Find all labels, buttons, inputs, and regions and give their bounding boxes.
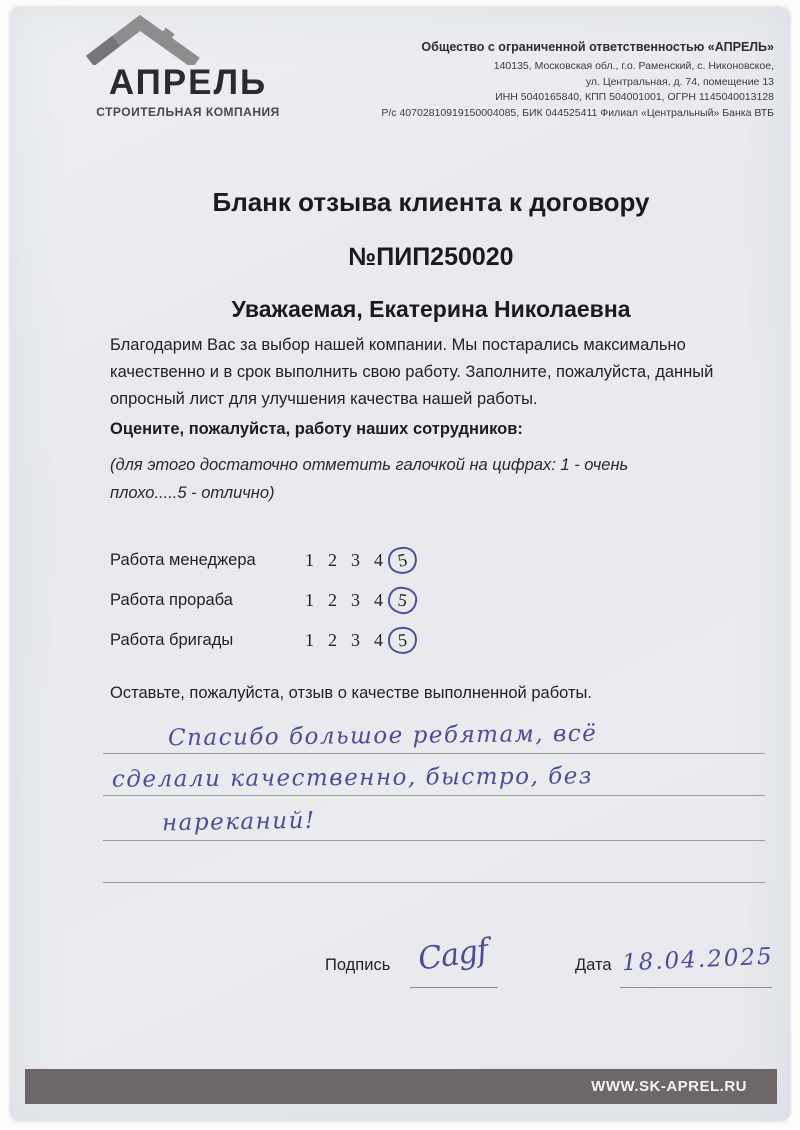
rating-number-3: 3: [351, 589, 360, 610]
ruled-line-4: [103, 882, 765, 883]
company-address-line1: 140135, Московская обл., г.о. Раменский, с. Никоновское,: [493, 60, 774, 72]
paper-sheet: [10, 7, 790, 1121]
company-tax-ids: ИНН 5040165840, КПП 504001001, ОГРН 1145040013128: [495, 91, 774, 103]
company-address-line2: ул. Центральная, д. 74, помещение 13: [585, 75, 774, 88]
rating-row-crew: [110, 620, 417, 660]
signature-label: Подпись: [325, 956, 391, 974]
rating-number-3: 3: [351, 629, 360, 650]
rating-number-2: 2: [328, 589, 337, 610]
date-label: Дата: [575, 956, 612, 974]
footer-bar: [25, 1069, 777, 1104]
handwritten-review-line-2: сделали качественно, быстро, без: [111, 763, 593, 793]
date-line: [620, 987, 772, 988]
ratings-section: [110, 540, 417, 660]
roof-logo-icon: [82, 15, 202, 65]
handwritten-review-line-1: Спасибо большое ребятам, всё: [167, 720, 598, 752]
company-bank-details: Р/с 40702810919150004085, БИК 044525411 Филиал «Центральный» Банка ВТБ: [381, 106, 774, 119]
rate-prompt: Оцените, пожалуйста, работу наших сотрудников:: [110, 420, 523, 438]
rating-label: Работа бригады: [110, 630, 234, 649]
ink-circle-mark: [387, 625, 419, 655]
company-logo-name: АПРЕЛЬ: [108, 63, 268, 102]
rating-number-1: 1: [305, 629, 314, 650]
form-title: Бланк отзыва клиента к договору: [212, 187, 650, 217]
rating-number-1: 1: [305, 549, 314, 570]
website-url: WWW.SK-APREL.RU: [591, 1078, 747, 1095]
rating-number-1: 1: [305, 589, 314, 610]
ink-circle-mark: [386, 544, 420, 576]
rating-number-4: 4: [374, 629, 383, 650]
form-title-block: [80, 187, 782, 323]
ruled-line-2: [103, 795, 765, 796]
rating-scale: [298, 627, 417, 654]
review-prompt: Оставьте, пожалуйста, отзыв о качестве выполненной работы.: [110, 684, 592, 702]
client-name: Уважаемая, Екатерина Николаевна: [231, 296, 631, 322]
company-requisites: [381, 40, 774, 121]
handwritten-signature: Cagf: [415, 932, 490, 978]
rating-number-2: 2: [328, 549, 337, 570]
ink-circle-mark: [386, 585, 418, 616]
company-full-name: Общество с ограниченной ответственностью «АПРЕЛЬ»: [421, 40, 774, 54]
rating-number-4: 4: [374, 589, 383, 610]
signature-line: [410, 987, 498, 988]
rating-label: Работа менеджера: [110, 550, 256, 569]
rating-number-3: 3: [351, 549, 360, 570]
ruled-line-3: [103, 840, 765, 841]
rating-number-5: 5: [396, 629, 408, 650]
rating-row-foreman: [110, 580, 417, 620]
rating-number-5: 5: [396, 588, 409, 611]
ruled-line-1: [103, 753, 765, 754]
rating-number-2: 2: [328, 629, 337, 650]
handwritten-date: 18.04.2025: [621, 943, 775, 977]
rating-scale: [298, 547, 417, 574]
rating-number-5: 5: [395, 548, 409, 571]
contract-number: №ПИП250020: [348, 243, 514, 271]
rating-label: Работа прораба: [110, 590, 233, 609]
handwritten-review-line-3: нареканий!: [161, 807, 316, 837]
rate-note: (для этого достаточно отметить галочкой на цифрах: 1 - очень плохо.....5 - отлично): [110, 456, 629, 502]
rating-scale: [298, 587, 417, 614]
company-logo-tagline: СТРОИТЕЛЬНАЯ КОМПАНИЯ: [96, 105, 280, 119]
rating-number-4: 4: [374, 549, 383, 570]
rating-row-manager: [110, 540, 417, 580]
intro-paragraph: Благодарим Вас за выбор нашей компании. Мы постарались максимально качественно и в срок выполнить свою работу. Заполните, пожалуйста, данный опросный лист для улучшения качества нашей работы.: [110, 336, 714, 408]
